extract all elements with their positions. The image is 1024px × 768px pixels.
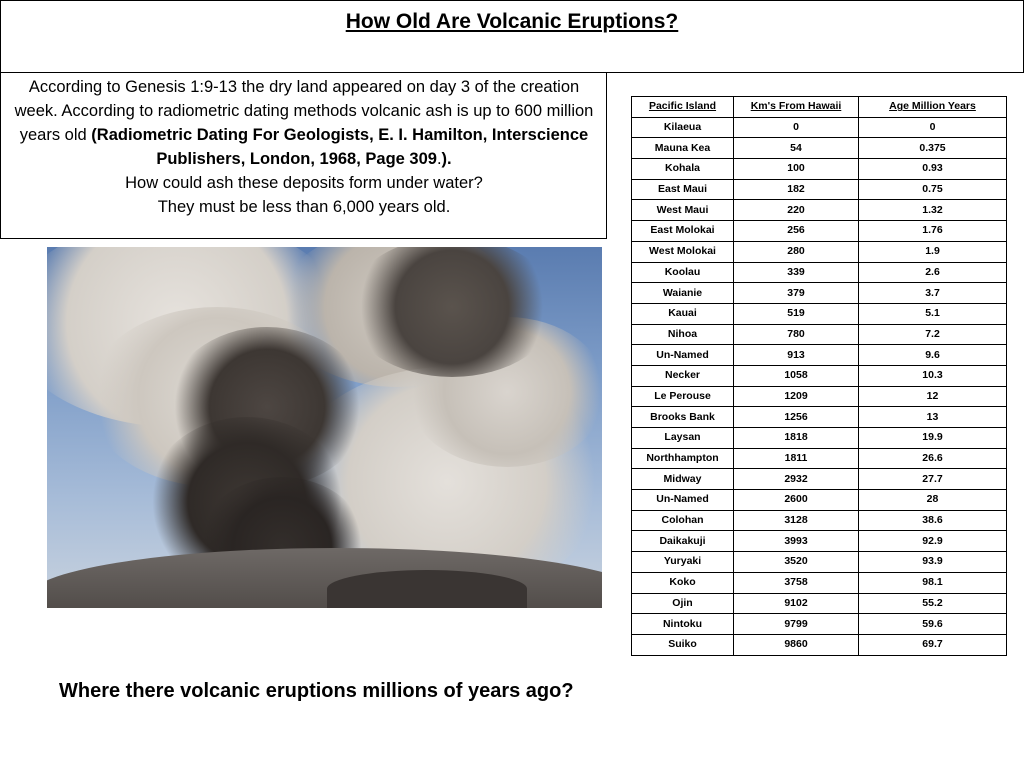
cell-age: 0.375 <box>859 138 1007 159</box>
cell-age: 3.7 <box>859 283 1007 304</box>
cell-age: 0 <box>859 117 1007 138</box>
table-row <box>632 634 1007 655</box>
intro-text-box <box>0 72 607 239</box>
cell-age: 69.7 <box>859 634 1007 655</box>
header-island: Pacific Island <box>632 97 734 118</box>
cell-island: West Molokai <box>632 241 734 262</box>
cell-distance: 220 <box>734 200 859 221</box>
cell-distance: 780 <box>734 324 859 345</box>
island-age-table <box>631 96 1007 656</box>
cell-age: 59.6 <box>859 614 1007 635</box>
cell-distance: 519 <box>734 303 859 324</box>
cell-island: Necker <box>632 365 734 386</box>
cell-island: Kohala <box>632 159 734 180</box>
cell-distance: 3993 <box>734 531 859 552</box>
table-row <box>632 365 1007 386</box>
cell-distance: 2932 <box>734 469 859 490</box>
cell-island: Colohan <box>632 510 734 531</box>
table-row <box>632 303 1007 324</box>
cell-age: 7.2 <box>859 324 1007 345</box>
table-row <box>632 262 1007 283</box>
table-row <box>632 159 1007 180</box>
cell-age: 0.93 <box>859 159 1007 180</box>
cell-island: Ojin <box>632 593 734 614</box>
cell-island: Un-Named <box>632 345 734 366</box>
cell-distance: 339 <box>734 262 859 283</box>
table-row <box>632 117 1007 138</box>
closing-question: Where there volcanic eruptions millions of years ago? <box>59 680 574 702</box>
cell-distance: 1811 <box>734 448 859 469</box>
cell-island: Nintoku <box>632 614 734 635</box>
cell-distance: 100 <box>734 159 859 180</box>
cell-distance: 280 <box>734 241 859 262</box>
intro-reference-dot: . <box>436 150 442 168</box>
cell-island: Brooks Bank <box>632 407 734 428</box>
cell-age: 98.1 <box>859 572 1007 593</box>
hill <box>327 570 527 608</box>
cell-island: Midway <box>632 469 734 490</box>
cell-island: Koolau <box>632 262 734 283</box>
cell-distance: 256 <box>734 221 859 242</box>
cell-age: 93.9 <box>859 552 1007 573</box>
table-header-row <box>632 97 1007 118</box>
cell-age: 28 <box>859 490 1007 511</box>
cell-age: 2.6 <box>859 262 1007 283</box>
cell-distance: 9102 <box>734 593 859 614</box>
cell-island: Daikakuji <box>632 531 734 552</box>
cell-distance: 182 <box>734 179 859 200</box>
title-box <box>0 0 1024 73</box>
table-row <box>632 324 1007 345</box>
cell-distance: 3520 <box>734 552 859 573</box>
cell-island: Koko <box>632 572 734 593</box>
intro-reference-close: ). <box>441 150 452 168</box>
header-distance: Km's From Hawaii <box>734 97 859 118</box>
table-row <box>632 448 1007 469</box>
cell-age: 12 <box>859 386 1007 407</box>
cell-age: 27.7 <box>859 469 1007 490</box>
table-row <box>632 510 1007 531</box>
table-row <box>632 469 1007 490</box>
cell-island: Kilaeua <box>632 117 734 138</box>
table-body <box>632 117 1007 655</box>
cell-distance: 1818 <box>734 428 859 449</box>
table-row <box>632 386 1007 407</box>
cell-age: 55.2 <box>859 593 1007 614</box>
table-row <box>632 241 1007 262</box>
cell-age: 38.6 <box>859 510 1007 531</box>
cell-age: 1.32 <box>859 200 1007 221</box>
cell-island: Kauai <box>632 303 734 324</box>
cell-age: 5.1 <box>859 303 1007 324</box>
table-row <box>632 552 1007 573</box>
cell-island: East Maui <box>632 179 734 200</box>
cell-distance: 379 <box>734 283 859 304</box>
cell-age: 10.3 <box>859 365 1007 386</box>
cell-age: 92.9 <box>859 531 1007 552</box>
cell-island: West Maui <box>632 200 734 221</box>
intro-conclusion-line: They must be less than 6,000 years old. <box>157 198 451 216</box>
table-row <box>632 593 1007 614</box>
cell-island: East Molokai <box>632 221 734 242</box>
table-row <box>632 490 1007 511</box>
cell-distance: 3128 <box>734 510 859 531</box>
table-row <box>632 283 1007 304</box>
cell-distance: 3758 <box>734 572 859 593</box>
cell-distance: 2600 <box>734 490 859 511</box>
volcanic-eruption-photo <box>47 247 602 608</box>
table-row <box>632 428 1007 449</box>
table-row <box>632 614 1007 635</box>
cell-island: Suiko <box>632 634 734 655</box>
table-row <box>632 138 1007 159</box>
cell-distance: 54 <box>734 138 859 159</box>
cell-age: 13 <box>859 407 1007 428</box>
cell-distance: 1209 <box>734 386 859 407</box>
cell-distance: 0 <box>734 117 859 138</box>
table-row <box>632 572 1007 593</box>
table-row <box>632 200 1007 221</box>
cell-island: Laysan <box>632 428 734 449</box>
intro-reference: (Radiometric Dating For Geologists, E. I. Hamilton, Interscience Publishers, London, 1968, Page 309 <box>91 126 589 168</box>
table-row <box>632 179 1007 200</box>
header-age: Age Million Years <box>859 97 1007 118</box>
intro-question-line: How could ash these deposits form under water? <box>125 174 483 192</box>
cell-age: 26.6 <box>859 448 1007 469</box>
table-row <box>632 221 1007 242</box>
cell-island: Le Perouse <box>632 386 734 407</box>
cell-age: 9.6 <box>859 345 1007 366</box>
intro-text: According to Genesis 1:9-13 the dry land appeared on day 3 of the creation week. According to radiometric dating methods volcanic ash is up to 600 million years old <box>14 78 594 144</box>
cell-distance: 913 <box>734 345 859 366</box>
cell-age: 1.9 <box>859 241 1007 262</box>
cell-distance: 1256 <box>734 407 859 428</box>
table-row <box>632 531 1007 552</box>
page-title: How Old Are Volcanic Eruptions? <box>345 10 679 33</box>
cell-island: Mauna Kea <box>632 138 734 159</box>
cell-island: Nihoa <box>632 324 734 345</box>
cell-island: Waianie <box>632 283 734 304</box>
island-age-table-wrap <box>631 96 1007 656</box>
cell-distance: 1058 <box>734 365 859 386</box>
cell-distance: 9799 <box>734 614 859 635</box>
cell-age: 19.9 <box>859 428 1007 449</box>
cell-distance: 9860 <box>734 634 859 655</box>
cell-age: 1.76 <box>859 221 1007 242</box>
cell-island: Northhampton <box>632 448 734 469</box>
cell-island: Un-Named <box>632 490 734 511</box>
intro-paragraph <box>9 75 599 219</box>
table-row <box>632 407 1007 428</box>
table-row <box>632 345 1007 366</box>
cell-age: 0.75 <box>859 179 1007 200</box>
cell-island: Yuryaki <box>632 552 734 573</box>
